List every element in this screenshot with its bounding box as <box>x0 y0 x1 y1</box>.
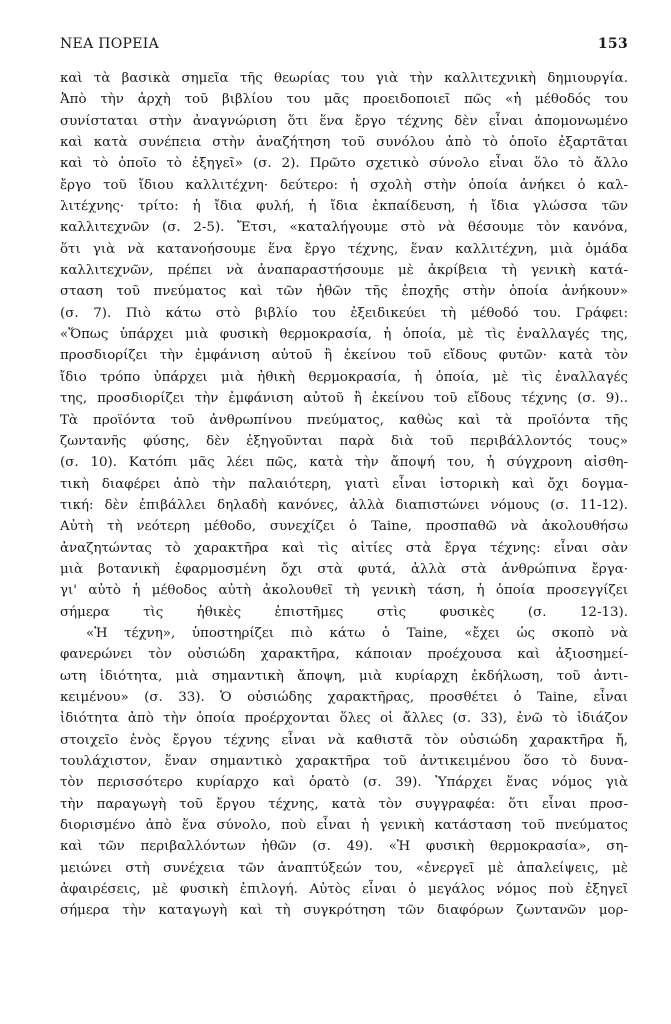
page-number: 153 <box>597 36 628 52</box>
text-line: μιὰ βοτανικὴ ἐφαρμοσμένη ὄχι στὰ φυτά, ἀλλὰ στὰ ἀνθρώπινα ἔργα· <box>60 561 628 577</box>
text-line: τουλάχιστον, ἕναν σημαντικὸ χαρακτῆρα τοῦ ἀντικειμένου ὅσο τὸ δυνα- <box>60 754 628 769</box>
text-line: στοιχεῖο ἑνὸς ἔργου τέχνης εἶναι νὰ καθιστᾶ τὸν οὐσιώδη χαρακτῆρα ἤ, <box>60 732 628 748</box>
text-line: μειώνει στὴ συνέχεια τῶν ἀναπτύξεών του, «ἐνεργεῖ μὲ ἀπαλείψεις, μὲ <box>60 860 628 876</box>
text-line: ωτη ἰδιότητα, μιὰ σημαντικὴ ἄποψη, μιὰ κυρίαρχη ἐκδήλωση, τοῦ ἀντι- <box>60 668 628 684</box>
text-line: καὶ τὸ ὁποῖο τὸ ἐξηγεῖ» (σ. 2). Πρῶτο σχετικὸ σύνολο εἶναι ὅλο τὸ ἄλλο <box>60 156 628 172</box>
text-line: «Ὅπως ὑπάρχει μιὰ φυσικὴ θερμοκρασία, ἡ ὁποία, μὲ τὶς ἐναλλαγές της, <box>60 327 628 343</box>
text-line: ἰδιότητα ἀπὸ τὴν ὁποία προέρχονται ὅλες οἱ ἄλλες (σ. 33), ἐνῶ τὸ ἰδιάζον <box>60 711 628 727</box>
running-header <box>60 36 628 52</box>
text-line: «Ἡ τέχνη», ὑποστηρίζει πιὸ κάτω ὁ Taine, «ἔχει ὡς σκοπὸ νὰ <box>86 625 628 641</box>
text-line: τὸν περισσότερο κυρίαρχο καὶ ὁρατὸ (σ. 39). Ὑπάρχει ἕνας νόμος γιὰ <box>60 775 628 791</box>
text-line: διορισμένο ἀπὸ ἕνα σύνολο, ποὺ εἶναι ἡ γενικὴ κατάσταση τοῦ πνεύματος <box>60 818 628 834</box>
text-line: καὶ τῶν περιβαλλόντων ἠθῶν (σ. 49). «Ἡ φυσικὴ θερμοκρασία», ση- <box>60 839 628 855</box>
text-line: Ἀπὸ τὴν ἀρχὴ τοῦ βιβλίου του μᾶς προειδοποιεῖ πῶς «ἡ μέθοδός του <box>60 92 628 108</box>
running-title: ΝΕΑ ΠΟΡΕΙΑ <box>60 36 159 52</box>
text-line: καὶ τὰ βασικὰ σημεῖα τῆς θεωρίας του γιὰ τὴν καλλιτεχνικὴ δημιουργία. <box>60 71 628 86</box>
text-line: σήμερα τὶς ἠθικὲς ἐπιστῆμες στὶς φυσικὲς (σ. 12-13). <box>60 604 628 620</box>
text-line: τὴν παραγωγὴ τοῦ ἔργου τέχνης, κατὰ τὸν συγγραφέα: ὅτι εἶναι προσ- <box>60 796 628 812</box>
text-line: φανερώνει τὸν οὐσιώδη χαρακτῆρα, κάποιαν προέχουσα καὶ ἀξιοσημεί- <box>60 647 628 663</box>
text-line: κειμένου» (σ. 33). Ὁ οὐσιώδης χαρακτῆρας, προσθέτει ὁ Taine, εἶναι <box>60 689 628 705</box>
text-line: της, προσδιορίζει τὴν ἐμφάνιση αὐτοῦ ἢ ἐκείνου τοῦ εἴδους τέχνης (σ. 9).. <box>60 391 628 407</box>
text-line: ὅτι γιὰ νὰ κατανοήσουμε ἕνα ἔργο τέχνης, ἕναν καλλιτέχνη, μιὰ ὁμάδα <box>60 241 628 257</box>
text-line: τική: δὲν ἐπιβάλλει δηλαδὴ κανόνες, ἀλλὰ διαπιστώνει νόμους (σ. 11-12). <box>60 497 628 513</box>
text-line: σταση τοῦ πνεύματος καὶ τῶν ἠθῶν τῆς ἐποχῆς στὴν ὁποία ἀνήκουν» <box>60 284 628 300</box>
body-text <box>60 68 628 922</box>
text-line: καλλιτεχνῶν, πρέπει νὰ ἀναπαραστήσουμε μὲ ἀκρίβεια τὴ γενικὴ κατά- <box>60 263 628 279</box>
text-line: ἀναζητώντας τὸ χαρακτῆρα καὶ τὶς αἰτίες στὰ ἔργα τέχνης: εἶναι σὰν <box>60 540 628 556</box>
text-line: Τὰ προϊόντα τοῦ ἀνθρωπίνου πνεύματος, καθὼς καὶ τὰ προϊόντα τῆς <box>60 412 628 428</box>
document-page <box>60 36 628 922</box>
text-line: (σ. 7). Πιὸ κάτω στὸ βιβλίο του ἐξειδικεύει τὴ μέθοδό του. Γράφει: <box>60 305 628 321</box>
text-line: καὶ κατὰ συνέπεια στὴν ἀναζήτηση τοῦ συνόλου ἀπὸ τὸ ὁποῖο ἐξαρτᾶται <box>60 135 628 151</box>
text-line: σήμερα τὴν καταγωγὴ καὶ τὴ συγκρότηση τῶν διαφόρων ζωντανῶν μορ- <box>60 903 628 919</box>
text-line: ἀφαιρέσεις, μὲ φυσικὴ ἐπιλογή. Αὐτὸς εἶναι ὁ μεγάλος νόμος ποὺ ἐξηγεῖ <box>60 882 628 898</box>
text-line: ζωντανῆς φύσης, δὲν ἐξηγοῦνται παρὰ διὰ τοῦ περιβάλλοντός τους» <box>60 433 628 449</box>
text-line: ἔργο τοῦ ἴδιου καλλιτέχνη· δεύτερο: ἡ σχολὴ στὴν ὁποία ἀνήκει ὁ καλ- <box>60 177 628 193</box>
text-line: λιτέχνης· τρίτο: ἡ ἴδια φυλή, ἡ ἴδια ἐκπαίδευση, ἡ ἴδια γλώσσα τῶν <box>60 199 628 215</box>
text-line: συνίσταται στὴν ἀναγνώριση ὅτι ἕνα ἔργο τέχνης δὲν εἶναι ἀπομονωμένο <box>60 113 628 129</box>
text-line: (σ. 10). Κατόπι μᾶς λέει πῶς, κατὰ τὴν ἄποψή του, ἡ σύγχρονη αἰσθη- <box>60 455 628 471</box>
text-line: ἴδιο τρόπο ὑπάρχει μιὰ ἠθικὴ θερμοκρασία, ἡ ὁποία, μὲ τὶς ἐναλλαγές <box>60 369 628 385</box>
text-line: καλλιτεχνῶν (σ. 2-5). Ἔτσι, «καταλήγουμε στὸ νὰ θέσουμε τὸν κανόνα, <box>60 220 628 236</box>
text-line: προσδιορίζει τὴν ἐμφάνιση αὐτοῦ ἢ ἐκείνου τοῦ εἴδους φυτῶν· κατὰ τὸν <box>60 348 628 364</box>
text-line: γι' αὐτὸ ἡ μέθοδος αὐτὴ ἀκολουθεῖ τὴ γενικὴ τάση, ἡ ὁποία προσεγγίζει <box>60 583 628 599</box>
text-line: Αὐτὴ τὴ νεότερη μέθοδο, συνεχίζει ὁ Taine, προσπαθῶ νὰ ἀκολουθήσω <box>60 519 628 535</box>
text-line: τικὴ διαφέρει ἀπὸ τὴν παλαιότερη, γιατὶ εἶναι ἱστορικὴ καὶ ὄχι δογμα- <box>60 476 628 492</box>
